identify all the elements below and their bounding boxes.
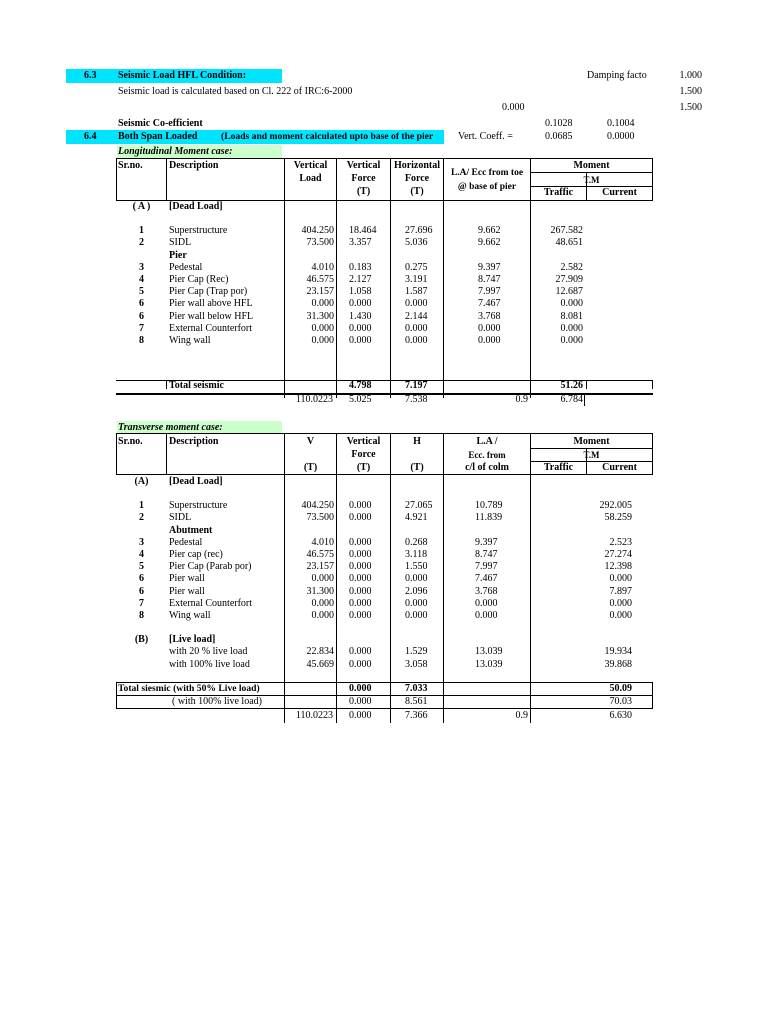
transverse-title: Transverse moment case: (118, 422, 223, 433)
trans-row-8-description: Pier wall (169, 585, 205, 597)
trans-row-8-current-moment: 7.897 (609, 585, 632, 597)
long-row-8-horizontal-force: 2.144 (405, 310, 428, 322)
long-row-10-horizontal-force: 0.000 (405, 334, 428, 346)
trans-row-3-description: Abutment (169, 524, 213, 536)
trans-row-12-vertical-force (349, 634, 389, 646)
long-header-vertical-force-2: Force (351, 173, 376, 184)
long-row-6-la: 7.997 (478, 286, 501, 298)
trans-foot-vertical-force: 0.000 (349, 710, 372, 721)
long-row-6-traffic-moment: 12.687 (555, 286, 583, 298)
long-foot-vertical-force: 5.025 (349, 394, 372, 405)
trans-row-4-vertical-force: 0.000 (349, 536, 372, 548)
long-row-4-srno: 3 (139, 261, 144, 273)
trans-row-4-v: 4.010 (311, 536, 334, 548)
long-row-4-vertical-load: 4.010 (311, 261, 334, 273)
trans-header-moment: Moment (573, 436, 610, 447)
seismic-coefficient-label: Seismic Co-efficient (118, 118, 203, 129)
long-row-1-description: Superstructure (169, 225, 228, 237)
long-row-1-vertical-force: 18.464 (349, 225, 377, 237)
long-row-4-description: Pedestal (169, 261, 203, 273)
trans-row-11-description (169, 622, 283, 634)
long-row-10-vertical-load: 0.000 (311, 334, 334, 346)
long-row-3-srno (117, 250, 166, 262)
long-total-label: Total seismic (169, 380, 224, 391)
long-row-1-srno: 1 (139, 225, 144, 237)
long-row-9-vertical-force: 0.000 (349, 322, 372, 334)
trans-header-description: Description (169, 436, 219, 447)
trans-row-9-vertical-force: 0.000 (349, 597, 372, 609)
vert-coeff-a: 0.0685 (545, 131, 573, 142)
long-row-6-horizontal-force: 1.587 (405, 286, 428, 298)
trans-col-vertical-force (349, 488, 389, 671)
trans-row-7-la: 7.467 (475, 573, 498, 585)
long-row-9-horizontal-force: 0.000 (405, 322, 428, 334)
long-row-3-description: Pier (169, 249, 187, 261)
long-row-10-la: 0.000 (478, 334, 501, 346)
trans-row-10-srno: 8 (139, 609, 144, 621)
trans-row-9-description: External Counterfort (169, 597, 253, 609)
trans-row-12-current-moment (587, 634, 632, 646)
trans-row-14-vertical-force: 0.000 (349, 658, 372, 670)
trans-row-6-h: 1.550 (405, 561, 428, 573)
long-row-5-vertical-load: 46.575 (306, 273, 334, 285)
trans-header-h-unit: (T) (410, 462, 424, 473)
long-row-1-la: 9.662 (478, 225, 501, 237)
trans-row-4-la: 9.397 (475, 536, 498, 548)
trans-row-0-h (405, 488, 443, 500)
long-col-srno (117, 213, 166, 347)
trans-row-10-v: 0.000 (311, 609, 334, 621)
vert-coeff-label: Vert. Coeff. = (458, 131, 513, 142)
trans-row-1-description: Superstructure (169, 500, 228, 512)
long-header-tm: T.M (583, 175, 600, 185)
trans-row-0-v (285, 488, 334, 500)
trans-row-5-current-moment: 27.274 (604, 548, 632, 560)
long-row-2-horizontal-force: 5.036 (405, 237, 428, 249)
long-row-3-la (478, 250, 528, 262)
damping-value-1: 1.000 (679, 70, 702, 81)
trans-row-1-v: 404.250 (301, 500, 334, 512)
long-col-horizontal-force (405, 213, 443, 347)
trans-row-1-h: 27.065 (405, 500, 433, 512)
trans-total-h: 7.033 (405, 683, 428, 694)
trans-row-11-srno (117, 622, 166, 634)
trans-row-10-description: Wing wall (169, 609, 211, 621)
trans-row-8-srno: 6 (139, 585, 144, 597)
long-row-8-vertical-load: 31.300 (306, 310, 334, 322)
trans-row-0-current-moment (587, 488, 632, 500)
long-row-7-vertical-force: 0.000 (349, 298, 372, 310)
trans-row-10-current-moment: 0.000 (609, 609, 632, 621)
long-row-2-srno: 2 (139, 237, 144, 249)
trans-row-3-v (285, 525, 334, 537)
trans-foot-h: 7.366 (405, 710, 428, 721)
trans-alt-vertical-force: 0.000 (349, 696, 372, 707)
long-foot-moment: 6.784 (560, 394, 583, 405)
long-row-1-traffic-moment: 267.582 (550, 225, 583, 237)
trans-header-v-unit: (T) (303, 462, 318, 473)
trans-row-2-h: 4.921 (405, 512, 428, 524)
trans-row-2-description: SIDL (169, 512, 192, 524)
trans-header-la-1: L.A / (476, 436, 498, 447)
long-row-0-traffic-moment (531, 213, 583, 225)
trans-row-8-vertical-force: 0.000 (349, 585, 372, 597)
trans-group-a-title: [Dead Load] (169, 476, 223, 487)
trans-row-7-srno: 6 (139, 573, 144, 585)
trans-row-1-la: 10.789 (475, 500, 503, 512)
damping-value-2: 1.500 (679, 86, 702, 97)
trans-row-5-srno: 4 (139, 548, 144, 560)
long-row-4-la: 9.397 (478, 261, 501, 273)
trans-alt-h: 8.561 (405, 696, 428, 707)
trans-row-10-h: 0.000 (405, 609, 428, 621)
long-row-4-vertical-force: 0.183 (349, 261, 372, 273)
long-col-vertical-force (349, 213, 389, 347)
long-row-2-description: SIDL (169, 237, 192, 249)
long-header-vertical-force-3: (T) (356, 186, 371, 197)
section-6-3-number: 6.3 (84, 70, 97, 81)
long-header-traffic: Traffic (543, 187, 574, 198)
trans-row-2-v: 73.500 (306, 512, 334, 524)
trans-row-11-current-moment (587, 622, 632, 634)
long-row-9-description: External Counterfort (169, 322, 253, 334)
trans-row-6-description: Pier Cap (Parab por) (169, 561, 252, 573)
long-row-0-srno (117, 213, 166, 225)
long-row-5-horizontal-force: 3.191 (405, 273, 428, 285)
longitudinal-title: Longitudinal Moment case: (118, 146, 233, 157)
trans-col-v (285, 488, 334, 671)
trans-col-h (405, 488, 443, 671)
trans-row-13-h: 1.529 (405, 646, 428, 658)
section-6-4-title: Both Span Loaded (118, 131, 198, 142)
trans-row-12-h (405, 634, 443, 646)
trans-header-h: H (413, 436, 421, 447)
trans-row-13-la: 13.039 (475, 646, 503, 658)
trans-row-4-current-moment: 2.523 (609, 536, 632, 548)
long-row-9-traffic-moment: 0.000 (560, 322, 583, 334)
trans-row-3-la (475, 525, 529, 537)
trans-header-srno: Sr.no. (118, 436, 143, 447)
trans-row-14-srno (117, 659, 166, 671)
long-header-moment: Moment (573, 160, 610, 171)
trans-header-traffic: Traffic (543, 462, 574, 473)
long-row-8-srno: 6 (139, 310, 144, 322)
trans-row-3-h (405, 525, 443, 537)
section-6-4-number: 6.4 (84, 131, 97, 142)
long-row-4-traffic-moment: 2.582 (560, 261, 583, 273)
trans-row-7-vertical-force: 0.000 (349, 573, 372, 585)
trans-row-5-v: 46.575 (306, 548, 334, 560)
trans-header-vertical-force-1: Vertical (346, 436, 381, 447)
damping-factor-label: Damping facto (587, 70, 647, 81)
vert-coeff-b: 0.0000 (607, 131, 635, 142)
trans-row-8-h: 2.096 (405, 585, 428, 597)
long-col-vertical-load (285, 213, 334, 347)
long-col-traffic-moment (531, 213, 583, 347)
trans-row-11-vertical-force (349, 622, 389, 634)
trans-total-vertical-force: 0.000 (349, 683, 372, 694)
trans-row-7-v: 0.000 (311, 573, 334, 585)
trans-header-v: V (306, 436, 315, 447)
trans-row-6-current-moment: 12.398 (604, 561, 632, 573)
trans-row-6-la: 7.997 (475, 561, 498, 573)
trans-header-la-3: c/l of colm (465, 462, 509, 473)
long-group-a-title: [Dead Load] (169, 201, 223, 212)
trans-row-13-v: 22.834 (306, 646, 334, 658)
trans-row-9-srno: 7 (139, 597, 144, 609)
trans-col-current-moment (587, 488, 632, 671)
long-header-la-1: L.A/ Ecc from toe (450, 168, 524, 178)
long-header-vertical-force-1: Vertical (346, 160, 381, 171)
trans-row-14-current-moment: 39.868 (604, 658, 632, 670)
trans-row-13-vertical-force: 0.000 (349, 646, 372, 658)
long-foot-vertical-load: 110.0223 (295, 394, 333, 405)
trans-row-2-current-moment: 58.259 (604, 512, 632, 524)
long-row-3-vertical-force (349, 250, 389, 262)
trans-row-8-la: 3.768 (475, 585, 498, 597)
long-row-6-vertical-load: 23.157 (306, 286, 334, 298)
seismic-note: Seismic load is calculated based on Cl. 222 of IRC:6-2000 (118, 86, 353, 97)
trans-col-description (169, 488, 283, 671)
long-row-8-description: Pier wall below HFL (169, 310, 254, 322)
trans-col-la (475, 488, 529, 671)
long-row-8-la: 3.768 (478, 310, 501, 322)
long-row-7-la: 7.467 (478, 298, 501, 310)
trans-row-3-srno (117, 525, 166, 537)
trans-row-11-h (405, 622, 443, 634)
trans-row-1-current-moment: 292.005 (599, 500, 632, 512)
trans-row-10-la: 0.000 (475, 609, 498, 621)
long-row-1-vertical-load: 404.250 (301, 225, 334, 237)
trans-header-tm: T.M (583, 450, 600, 460)
long-row-7-description: Pier wall above HFL (169, 298, 253, 310)
coefficient-b: 0.1004 (607, 118, 635, 129)
long-row-0-horizontal-force (405, 213, 443, 225)
trans-row-1-vertical-force: 0.000 (349, 500, 372, 512)
long-header-horizontal-force-2: Force (404, 173, 430, 184)
trans-row-14-description: with 100% live load (169, 658, 250, 670)
trans-row-9-v: 0.000 (311, 597, 334, 609)
trans-row-10-vertical-force: 0.000 (349, 609, 372, 621)
long-row-6-description: Pier Cap (Trap por) (169, 286, 248, 298)
long-group-a-label: ( A ) (132, 201, 151, 212)
long-total-vertical-force: 4.798 (349, 380, 372, 391)
zero-value: 0.000 (502, 102, 525, 113)
long-row-10-vertical-force: 0.000 (349, 334, 372, 346)
trans-foot-la: 0.9 (515, 710, 528, 721)
trans-row-7-current-moment: 0.000 (609, 573, 632, 585)
long-header-horizontal-force-1: Horizontal (393, 160, 441, 171)
trans-foot-v: 110.0223 (295, 710, 333, 721)
trans-row-13-current-moment: 19.934 (604, 646, 632, 658)
trans-header-current: Current (602, 462, 637, 473)
trans-row-7-h: 0.000 (405, 573, 428, 585)
trans-row-7-description: Pier wall (169, 573, 205, 585)
long-row-8-traffic-moment: 8.081 (560, 310, 583, 322)
trans-header-la-2: Ecc. from (468, 450, 506, 460)
long-row-10-traffic-moment: 0.000 (560, 334, 583, 346)
trans-row-13-description: with 20 % live load (169, 646, 248, 658)
long-row-0-vertical-force (349, 213, 389, 225)
damping-value-3: 1.500 (679, 102, 702, 113)
trans-row-0-vertical-force (349, 488, 389, 500)
trans-row-12-srno: (B) (134, 634, 149, 646)
trans-row-1-srno: 1 (139, 500, 144, 512)
long-row-5-srno: 4 (139, 273, 144, 285)
trans-header-vertical-force-2: Force (351, 449, 376, 460)
trans-row-11-la (475, 622, 529, 634)
trans-row-12-v (285, 634, 334, 646)
trans-alt-moment: 70.03 (609, 696, 632, 707)
trans-row-5-vertical-force: 0.000 (349, 548, 372, 560)
trans-row-9-current-moment: 0.000 (609, 597, 632, 609)
trans-row-14-h: 3.058 (405, 658, 428, 670)
trans-row-4-h: 0.268 (405, 536, 428, 548)
long-row-9-vertical-load: 0.000 (311, 322, 334, 334)
trans-row-0-la (475, 488, 529, 500)
long-header-description: Description (169, 160, 219, 171)
long-header-vertical-load-2: Load (299, 173, 322, 184)
long-row-7-traffic-moment: 0.000 (560, 298, 583, 310)
trans-row-14-v: 45.669 (306, 658, 334, 670)
trans-row-11-v (285, 622, 334, 634)
long-row-4-horizontal-force: 0.275 (405, 261, 428, 273)
long-row-10-srno: 8 (139, 334, 144, 346)
trans-group-a-label: (A) (134, 476, 149, 487)
long-header-srno: Sr.no. (118, 160, 143, 171)
trans-row-9-la: 0.000 (475, 597, 498, 609)
long-header-horizontal-force-3: (T) (410, 186, 424, 197)
long-row-2-vertical-load: 73.500 (306, 237, 334, 249)
trans-total-moment: 50.09 (609, 683, 632, 694)
trans-row-5-description: Pier cap (rec) (169, 548, 223, 560)
long-row-3-horizontal-force (405, 250, 443, 262)
trans-header-vertical-force-3: (T) (356, 462, 371, 473)
long-row-3-vertical-load (285, 250, 334, 262)
section-6-4-subtitle: (Loads and moment calculated upto base of the pier (221, 131, 434, 142)
long-row-3-traffic-moment (531, 250, 583, 262)
long-row-2-traffic-moment: 48.651 (555, 237, 583, 249)
long-header-current: Current (602, 187, 637, 198)
long-row-5-la: 8.747 (478, 273, 501, 285)
trans-row-5-la: 8.747 (475, 548, 498, 560)
long-row-0-la (478, 213, 528, 225)
long-foot-la: 0.9 (515, 394, 528, 405)
long-row-9-la: 0.000 (478, 322, 501, 334)
long-foot-horizontal-force: 7.538 (405, 394, 428, 405)
long-row-2-la: 9.662 (478, 237, 501, 249)
long-row-9-srno: 7 (139, 322, 144, 334)
long-total-moment: 51.26 (560, 380, 583, 391)
long-col-description (169, 213, 283, 347)
trans-row-12-la (475, 634, 529, 646)
trans-row-2-srno: 2 (139, 512, 144, 524)
long-row-7-vertical-load: 0.000 (311, 298, 334, 310)
long-header-vertical-load-1: Vertical (293, 160, 328, 171)
trans-row-3-current-moment (587, 525, 632, 537)
long-row-8-vertical-force: 1.430 (349, 310, 372, 322)
long-col-la (478, 213, 528, 347)
trans-row-2-vertical-force: 0.000 (349, 512, 372, 524)
long-row-5-description: Pier Cap (Rec) (169, 273, 229, 285)
long-row-5-traffic-moment: 27.909 (555, 273, 583, 285)
section-6-3-title: Seismic Load HFL Condition: (118, 70, 247, 81)
trans-alt-label: ( with 100% live load) (172, 696, 262, 707)
long-header-la-2: @ base of pier (457, 182, 517, 192)
trans-row-3-vertical-force (349, 525, 389, 537)
long-total-horizontal-force: 7.197 (405, 380, 428, 391)
trans-row-4-description: Pedestal (169, 536, 203, 548)
trans-row-6-v: 23.157 (306, 561, 334, 573)
coefficient-a: 0.1028 (545, 118, 573, 129)
trans-row-2-la: 11.839 (475, 512, 503, 524)
trans-row-14-la: 13.039 (475, 658, 503, 670)
trans-row-8-v: 31.300 (306, 585, 334, 597)
trans-row-9-h: 0.000 (405, 597, 428, 609)
long-row-6-srno: 5 (139, 286, 144, 298)
trans-row-5-h: 3.118 (405, 548, 428, 560)
long-row-5-vertical-force: 2.127 (349, 273, 372, 285)
trans-row-6-srno: 5 (139, 561, 144, 573)
long-row-10-description: Wing wall (169, 334, 211, 346)
trans-row-4-srno: 3 (139, 536, 144, 548)
long-row-0-vertical-load (285, 213, 334, 225)
trans-col-srno (117, 488, 166, 671)
trans-row-0-srno (117, 488, 166, 500)
trans-total-label: Total siesmic (with 50% Live load) (118, 683, 260, 694)
long-row-7-srno: 6 (139, 298, 144, 310)
long-row-6-vertical-force: 1.058 (349, 286, 372, 298)
long-row-7-horizontal-force: 0.000 (405, 298, 428, 310)
trans-row-0-description (169, 488, 283, 500)
long-row-2-vertical-force: 3.357 (349, 237, 372, 249)
long-row-0-description (169, 213, 283, 225)
long-row-1-horizontal-force: 27.696 (405, 225, 433, 237)
trans-row-6-vertical-force: 0.000 (349, 561, 372, 573)
trans-row-13-srno (117, 646, 166, 658)
trans-row-12-description: [Live load] (169, 634, 216, 646)
trans-foot-moment: 6.630 (609, 710, 632, 721)
